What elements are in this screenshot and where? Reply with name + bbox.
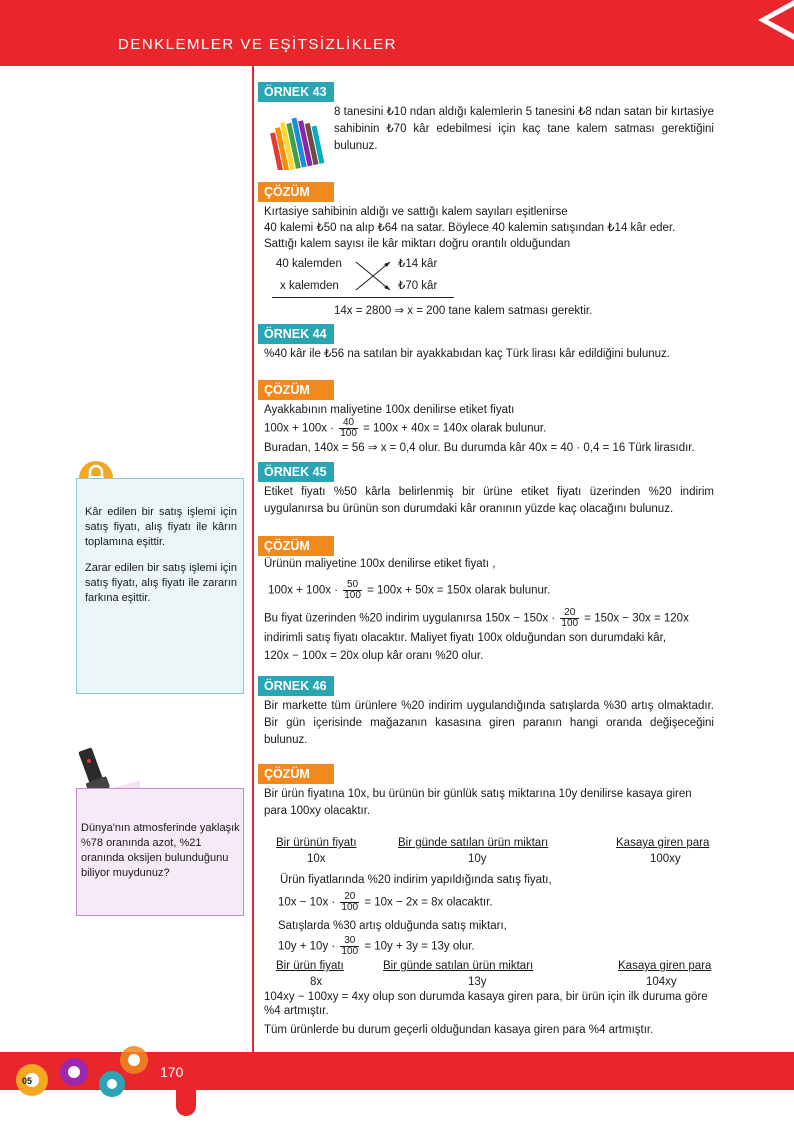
table1-header-cash: Kasaya giren para (616, 837, 710, 849)
info-box-atmosphere (76, 788, 244, 916)
table2-header-quantity: Bir günde satılan ürün miktarı (383, 960, 534, 972)
chapter-title: DENKLEMLER VE EŞİTSİZLİKLER (118, 36, 397, 53)
solution-46-line4: 104xy − 100xy = 4xy olup son durumda kasaya giren para, bir ürün için ilk duruma göre %4 artmıştır. (264, 991, 708, 1017)
solution-45-tag: ÇÖZÜM (258, 536, 334, 556)
corner-arrow-icon (748, 0, 794, 40)
column-divider (252, 66, 254, 1056)
solution-43-result: 14x = 2800 ⇒ x = 200 tane kalem satması gerektir. (334, 305, 593, 317)
ratio-row1-right: ₺14 kâr (398, 258, 438, 270)
header-bar (0, 0, 794, 66)
table2-value-quantity: 13y (468, 976, 487, 988)
fraction-20-100-b: $\frac{20}{100}$ (341, 891, 359, 913)
table1-header-price: Bir ürünün fiyatı (276, 837, 357, 849)
example-45-tag: ÖRNEK 45 (258, 462, 334, 482)
solution-46-equation2: 10y + 10y · $\frac{30}{100}$ = 10y + 3y = 13y olur. (278, 935, 475, 957)
solution-45-line3: indirimli satış fiyatı olacaktır. Maliyet fiyatı 100x olduğundan son durumdaki kâr, (264, 632, 667, 644)
example-46-question: Bir markette tüm ürünlere %20 indirim uygulandığında satışlarda %30 artış olmaktadır. Bir gün içerisinde mağazanın kasasına giren paranın hangi oranda değişeceğini bulunuz. (264, 700, 714, 746)
table1-value-price: 10x (307, 853, 326, 865)
solution-46-line2: Ürün fiyatlarında %20 indirim yapıldığında satış fiyatı, (280, 874, 552, 886)
info-box-profit-loss (76, 478, 244, 694)
example-46-tag: ÖRNEK 46 (258, 676, 334, 696)
table1-value-quantity: 10y (468, 853, 487, 865)
fraction-40-100: $\frac{40}{100}$ (340, 417, 357, 439)
page-number: 170 (160, 1064, 184, 1080)
cross-multiply-icon (354, 258, 394, 294)
solution-46-tag: ÇÖZÜM (258, 764, 334, 784)
solution-44-equation: 100x + 100x · $\frac{40}{100}$ = 100x + 40x = 140x olarak bulunur. (264, 417, 547, 439)
info-box-atmosphere-text: Dünya'nın atmosferinde yaklaşık %78 oranında azot, %21 oranında oksijen bulunduğunu biliyor muydunuz? (81, 822, 240, 879)
table2-value-cash: 104xy (646, 976, 677, 988)
gear-label: 05 (22, 1076, 33, 1086)
ratio-divider (272, 297, 454, 298)
info-box-paragraph1: Kâr edilen bir satış işlemi için satış fiyatı, alış fiyatı ile kârın toplamına eşittir. (85, 506, 237, 548)
example-43-tag: ÖRNEK 43 (258, 82, 334, 102)
solution-45-equation1: 100x + 100x · $\frac{50}{100}$ = 100x + 50x = 150x olarak bulunur. (268, 579, 551, 601)
example-44-tag: ÖRNEK 44 (258, 324, 334, 344)
info-box-paragraph2: Zarar edilen bir satış işlemi için satış fiyatı, alış fiyatı ile zararın farkına eşittir. (85, 562, 237, 604)
solution-46-equation1: 10x − 10x · $\frac{20}{100}$ = 10x − 2x = 8x olacaktır. (278, 891, 493, 913)
solution-43-line1: Kırtasiye sahibinin aldığı ve sattığı kalem sayıları eşitlenirse (264, 206, 568, 218)
fraction-20-100: $\frac{20}{100}$ (561, 607, 579, 629)
ratio-row2-right: ₺70 kâr (398, 280, 438, 292)
gears-decoration-icon (0, 1040, 160, 1100)
solution-45-equation2: Bu fiyat üzerinden %20 indirim uygulanırsa 150x − 150x · $\frac{20}{100}$ = 150x − 30x = 120x (264, 607, 689, 629)
solution-43-tag: ÇÖZÜM (258, 182, 334, 202)
colored-pencils-icon (266, 110, 328, 170)
solution-45-line4: 120x − 100x = 20x olup kâr oranı %20 olur. (264, 650, 484, 662)
solution-44-line3: Buradan, 140x = 56 ⇒ x = 0,4 olur. Bu durumda kâr 40x = 40 · 0,4 = 16 Türk lirasıdır. (264, 442, 695, 454)
table1-header-quantity: Bir günde satılan ürün miktarı (398, 837, 549, 849)
fraction-50-100: $\frac{50}{100}$ (344, 579, 361, 601)
solution-43-line3: Sattığı kalem sayısı ile kâr miktarı doğru orantılı olduğundan (264, 238, 571, 250)
solution-46-line1: Bir ürün fiyatına 10x, bu ürünün bir günlük satış miktarına 10y denilirse kasaya giren para 100xy olacaktır. (264, 788, 692, 817)
example-43-question: 8 tanesini ₺10 ndan aldığı kalemlerin 5 tanesini ₺8 ndan satan bir kırtasiye sahibinin ₺70 kâr edebilmesi için kaç tane kalem satması gerektiğini bulunuz. (334, 106, 714, 152)
solution-44-tag: ÇÖZÜM (258, 380, 334, 400)
ratio-row1-left: 40 kalemden (276, 258, 342, 270)
solution-46-line3: Satışlarda %30 artış olduğunda satış miktarı, (278, 920, 507, 932)
example-45-question: Etiket fiyatı %50 kârla belirlenmiş bir ürüne etiket fiyatı üzerinden %20 indirim uygulanırsa bu ürünün son durumdaki kâr oranının yüzde kaç olacağını bulunuz. (264, 486, 714, 515)
solution-46-line5: Tüm ürünlerde bu durum geçerli olduğundan kasaya giren para %4 artmıştır. (264, 1024, 654, 1036)
table1-value-cash: 100xy (650, 853, 681, 865)
page-tab-icon (176, 1090, 196, 1116)
solution-44-line1: Ayakkabının maliyetine 100x denilirse etiket fiyatı (264, 404, 515, 416)
solution-43-line2: 40 kalemi ₺50 na alıp ₺64 na satar. Böylece 40 kalemin satışından ₺14 kâr eder. (264, 222, 676, 234)
ratio-row2-left: x kalemden (280, 280, 339, 292)
solution-45-line1: Ürünün maliyetine 100x denilirse etiket fiyatı , (264, 558, 496, 570)
table2-header-cash: Kasaya giren para (618, 960, 712, 972)
example-44-question: %40 kâr ile ₺56 na satılan bir ayakkabıdan kaç Türk lirası kâr edildiğini bulunuz. (264, 348, 670, 360)
table2-value-price: 8x (310, 976, 323, 988)
table2-header-price: Bir ürün fiyatı (276, 960, 344, 972)
fraction-30-100: $\frac{30}{100}$ (341, 935, 359, 957)
